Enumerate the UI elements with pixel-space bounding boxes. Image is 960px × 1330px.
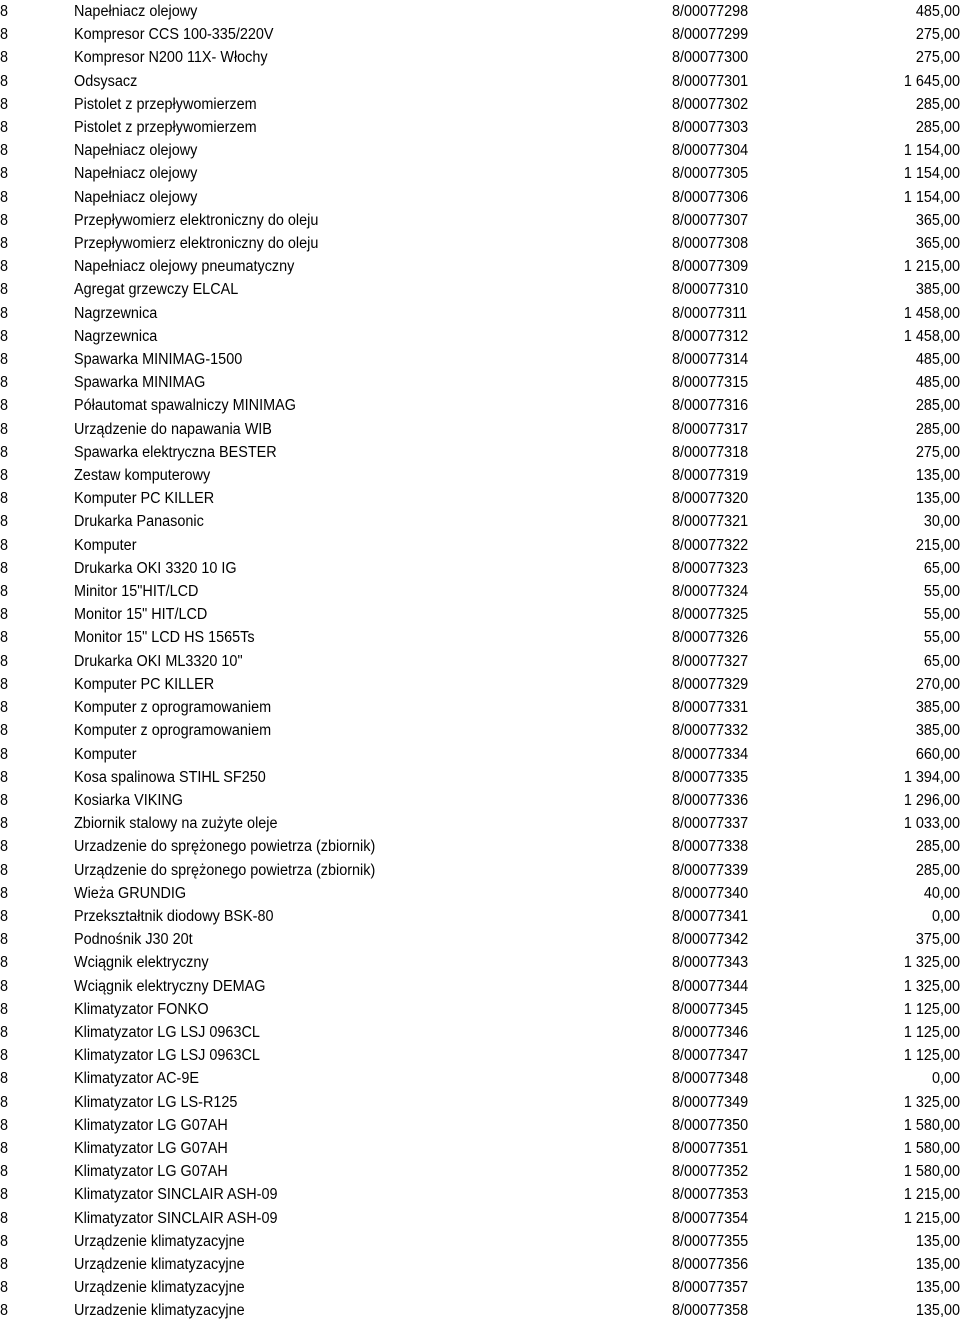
value-cell: 270,00: [915, 675, 960, 693]
group-number-cell: 8: [0, 1093, 9, 1111]
table-row: [0, 325, 960, 348]
table-row: [0, 882, 960, 905]
inventory-number-cell: 8/00077302: [672, 95, 749, 113]
inventory-number-cell: 8/00077304: [672, 142, 749, 160]
group-number-cell: 8: [0, 606, 9, 624]
group-number-cell: 8: [0, 72, 9, 90]
table-row: [0, 418, 960, 441]
table-row: [0, 1230, 960, 1253]
item-name-cell: Klimatyzator SINCLAIR ASH-09: [74, 1209, 278, 1227]
item-name-cell: Napełniacz olejowy: [74, 188, 198, 206]
group-number-cell: 8: [0, 49, 9, 67]
item-name-cell: Komputer: [74, 745, 137, 763]
inventory-number-cell: 8/00077307: [672, 211, 749, 229]
value-cell: 385,00: [915, 722, 960, 740]
table-row: [0, 1183, 960, 1206]
inventory-number-cell: 8/00077343: [672, 954, 749, 972]
item-name-cell: Minitor 15"HIT/LCD: [74, 583, 199, 601]
value-cell: 365,00: [915, 235, 960, 253]
table-row: [0, 859, 960, 882]
item-name-cell: Nagrzewnica: [74, 327, 158, 345]
value-cell: 275,00: [915, 443, 960, 461]
inventory-number-cell: 8/00077311: [672, 304, 748, 322]
group-number-cell: 8: [0, 745, 9, 763]
inventory-number-cell: 8/00077317: [672, 420, 749, 438]
value-cell: 55,00: [923, 606, 960, 624]
value-cell: 1 325,00: [903, 1093, 960, 1111]
table-row: [0, 766, 960, 789]
table-row: [0, 626, 960, 649]
table-row: [0, 719, 960, 742]
inventory-number-cell: 8/00077310: [672, 281, 749, 299]
inventory-number-cell: 8/00077314: [672, 351, 749, 369]
group-number-cell: 8: [0, 1163, 9, 1181]
table-row: [0, 696, 960, 719]
item-name-cell: Pistolet z przepływomierzem: [74, 95, 257, 113]
inventory-number-cell: 8/00077334: [672, 745, 749, 763]
group-number-cell: 8: [0, 1047, 9, 1065]
group-number-cell: 8: [0, 351, 9, 369]
value-cell: 1 458,00: [903, 304, 960, 322]
inventory-number-cell: 8/00077339: [672, 861, 749, 879]
value-cell: 135,00: [915, 1255, 960, 1273]
inventory-number-cell: 8/00077350: [672, 1116, 749, 1134]
group-number-cell: 8: [0, 791, 9, 809]
group-number-cell: 8: [0, 304, 9, 322]
value-cell: 285,00: [915, 861, 960, 879]
group-number-cell: 8: [0, 1186, 9, 1204]
item-name-cell: Zestaw komputerowy: [74, 467, 211, 485]
group-number-cell: 8: [0, 1255, 9, 1273]
value-cell: 1 394,00: [903, 768, 960, 786]
value-cell: 1 580,00: [903, 1116, 960, 1134]
item-name-cell: Zbiornik stalowy na zużyte oleje: [74, 815, 278, 833]
item-name-cell: Spawarka MINIMAG-1500: [74, 351, 243, 369]
inventory-number-cell: 8/00077324: [672, 583, 749, 601]
group-number-cell: 8: [0, 884, 9, 902]
value-cell: 1 325,00: [903, 977, 960, 995]
inventory-number-cell: 8/00077315: [672, 374, 749, 392]
table-row: [0, 928, 960, 951]
inventory-number-cell: 8/00077335: [672, 768, 749, 786]
table-row: [0, 1299, 960, 1322]
item-name-cell: Kompresor CCS 100-335/220V: [74, 26, 274, 44]
table-row: [0, 951, 960, 974]
item-name-cell: Urządzenie do sprężonego powietrza (zbiornik): [74, 861, 376, 879]
value-cell: 215,00: [915, 536, 960, 554]
value-cell: 135,00: [915, 1232, 960, 1250]
group-number-cell: 8: [0, 420, 9, 438]
table-row: [0, 70, 960, 93]
inventory-number-cell: 8/00077306: [672, 188, 749, 206]
inventory-number-cell: 8/00077354: [672, 1209, 749, 1227]
group-number-cell: 8: [0, 1302, 9, 1320]
table-row: [0, 534, 960, 557]
inventory-number-cell: 8/00077337: [672, 815, 749, 833]
table-row: [0, 441, 960, 464]
inventory-number-cell: 8/00077321: [672, 513, 749, 531]
value-cell: 40,00: [923, 884, 960, 902]
group-number-cell: 8: [0, 1139, 9, 1157]
value-cell: 1 125,00: [903, 1047, 960, 1065]
inventory-number-cell: 8/00077342: [672, 931, 749, 949]
inventory-number-cell: 8/00077327: [672, 652, 749, 670]
item-name-cell: Spawarka elektryczna BESTER: [74, 443, 277, 461]
value-cell: 135,00: [915, 1302, 960, 1320]
value-cell: 285,00: [915, 119, 960, 137]
value-cell: 1 458,00: [903, 327, 960, 345]
table-row: [0, 673, 960, 696]
table-row: [0, 464, 960, 487]
value-cell: 365,00: [915, 211, 960, 229]
item-name-cell: Drukarka OKI 3320 10 IG: [74, 559, 237, 577]
group-number-cell: 8: [0, 768, 9, 786]
item-name-cell: Urzadzenie do sprężonego powietrza (zbiornik): [74, 838, 376, 856]
value-cell: 275,00: [915, 49, 960, 67]
table-row: [0, 975, 960, 998]
item-name-cell: Napełniacz olejowy: [74, 3, 198, 20]
item-name-cell: Klimatyzator LG LSJ 0963CL: [74, 1047, 260, 1065]
table-row: [0, 812, 960, 835]
value-cell: 1 125,00: [903, 1023, 960, 1041]
item-name-cell: Komputer: [74, 536, 137, 554]
value-cell: 0,00: [931, 907, 960, 925]
item-name-cell: Komputer PC KILLER: [74, 490, 215, 508]
group-number-cell: 8: [0, 467, 9, 485]
group-number-cell: 8: [0, 699, 9, 717]
table-row: [0, 1021, 960, 1044]
table-row: [0, 116, 960, 139]
value-cell: 0,00: [931, 1070, 960, 1088]
value-cell: 275,00: [915, 26, 960, 44]
inventory-number-cell: 8/00077319: [672, 467, 749, 485]
value-cell: 485,00: [915, 351, 960, 369]
inventory-number-cell: 8/00077346: [672, 1023, 749, 1041]
value-cell: 485,00: [915, 3, 960, 20]
value-cell: 1 154,00: [903, 188, 960, 206]
group-number-cell: 8: [0, 1279, 9, 1297]
inventory-number-cell: 8/00077353: [672, 1186, 749, 1204]
value-cell: 1 580,00: [903, 1163, 960, 1181]
inventory-number-cell: 8/00077349: [672, 1093, 749, 1111]
table-row: [0, 394, 960, 417]
table-row: [0, 23, 960, 46]
inventory-number-cell: 8/00077303: [672, 119, 749, 137]
inventory-number-cell: 8/00077325: [672, 606, 749, 624]
table-row: [0, 278, 960, 301]
item-name-cell: Klimatyzator LG LS-R125: [74, 1093, 238, 1111]
inventory-number-cell: 8/00077298: [672, 3, 749, 20]
table-row: [0, 1276, 960, 1299]
group-number-cell: 8: [0, 861, 9, 879]
item-name-cell: Podnośnik J30 20t: [74, 931, 193, 949]
item-name-cell: Klimatyzator LG G07AH: [74, 1163, 228, 1181]
group-number-cell: 8: [0, 559, 9, 577]
value-cell: 1 154,00: [903, 142, 960, 160]
table-row: [0, 209, 960, 232]
item-name-cell: Klimatyzator LG G07AH: [74, 1139, 228, 1157]
group-number-cell: 8: [0, 95, 9, 113]
table-row: [0, 46, 960, 69]
item-name-cell: Napełniacz olejowy: [74, 165, 198, 183]
inventory-number-cell: 8/00077357: [672, 1279, 749, 1297]
group-number-cell: 8: [0, 629, 9, 647]
item-name-cell: Nagrzewnica: [74, 304, 158, 322]
value-cell: 1 296,00: [903, 791, 960, 809]
table-row: [0, 93, 960, 116]
table-row: [0, 789, 960, 812]
item-name-cell: Przepływomierz elektroniczny do oleju: [74, 235, 319, 253]
value-cell: 65,00: [923, 652, 960, 670]
table-row: [0, 557, 960, 580]
group-number-cell: 8: [0, 258, 9, 276]
item-name-cell: Komputer z oprogramowaniem: [74, 699, 272, 717]
inventory-number-cell: 8/00077332: [672, 722, 749, 740]
group-number-cell: 8: [0, 1000, 9, 1018]
group-number-cell: 8: [0, 931, 9, 949]
item-name-cell: Spawarka MINIMAG: [74, 374, 206, 392]
group-number-cell: 8: [0, 211, 9, 229]
inventory-number-cell: 8/00077358: [672, 1302, 749, 1320]
item-name-cell: Klimatyzator AC-9E: [74, 1070, 199, 1088]
table-row: [0, 603, 960, 626]
item-name-cell: Urządzenie klimatyzacyjne: [74, 1279, 245, 1297]
table-row: [0, 580, 960, 603]
table-row: [0, 1114, 960, 1137]
table-row: [0, 139, 960, 162]
table-row: [0, 905, 960, 928]
item-name-cell: Komputer z oprogramowaniem: [74, 722, 272, 740]
group-number-cell: 8: [0, 188, 9, 206]
value-cell: 1 645,00: [903, 72, 960, 90]
value-cell: 285,00: [915, 420, 960, 438]
inventory-number-cell: 8/00077344: [672, 977, 749, 995]
item-name-cell: Monitor 15" HIT/LCD: [74, 606, 208, 624]
group-number-cell: 8: [0, 281, 9, 299]
inventory-number-cell: 8/00077351: [672, 1139, 749, 1157]
value-cell: 385,00: [915, 281, 960, 299]
group-number-cell: 8: [0, 327, 9, 345]
value-cell: 65,00: [923, 559, 960, 577]
value-cell: 1 215,00: [903, 1209, 960, 1227]
item-name-cell: Kompresor N200 11X- Włochy: [74, 49, 268, 67]
group-number-cell: 8: [0, 1232, 9, 1250]
group-number-cell: 8: [0, 513, 9, 531]
table-row: [0, 487, 960, 510]
inventory-number-cell: 8/00077341: [672, 907, 749, 925]
inventory-number-cell: 8/00077326: [672, 629, 749, 647]
item-name-cell: Klimatyzator FONKO: [74, 1000, 209, 1018]
inventory-number-cell: 8/00077352: [672, 1163, 749, 1181]
item-name-cell: Klimatyzator LG G07AH: [74, 1116, 228, 1134]
item-name-cell: Drukarka Panasonic: [74, 513, 204, 531]
value-cell: 135,00: [915, 467, 960, 485]
inventory-number-cell: 8/00077318: [672, 443, 749, 461]
value-cell: 1 033,00: [903, 815, 960, 833]
item-name-cell: Urzadzenie klimatyzacyjne: [74, 1302, 245, 1320]
group-number-cell: 8: [0, 397, 9, 415]
group-number-cell: 8: [0, 165, 9, 183]
table-row: [0, 1207, 960, 1230]
inventory-number-cell: 8/00077322: [672, 536, 749, 554]
table-row: [0, 510, 960, 533]
value-cell: 660,00: [915, 745, 960, 763]
group-number-cell: 8: [0, 722, 9, 740]
inventory-number-cell: 8/00077355: [672, 1232, 749, 1250]
item-name-cell: Przepływomierz elektroniczny do oleju: [74, 211, 319, 229]
value-cell: 135,00: [915, 1279, 960, 1297]
item-name-cell: Wieża GRUNDIG: [74, 884, 187, 902]
item-name-cell: Kosiarka VIKING: [74, 791, 183, 809]
table-row: [0, 162, 960, 185]
table-row: [0, 232, 960, 255]
table-row: [0, 1044, 960, 1067]
group-number-cell: 8: [0, 490, 9, 508]
group-number-cell: 8: [0, 838, 9, 856]
inventory-number-cell: 8/00077329: [672, 675, 749, 693]
table-row: [0, 1253, 960, 1276]
group-number-cell: 8: [0, 443, 9, 461]
group-number-cell: 8: [0, 907, 9, 925]
inventory-number-cell: 8/00077301: [672, 72, 749, 90]
item-name-cell: Napełniacz olejowy: [74, 142, 198, 160]
item-name-cell: Klimatyzator LG LSJ 0963CL: [74, 1023, 260, 1041]
inventory-number-cell: 8/00077340: [672, 884, 749, 902]
group-number-cell: 8: [0, 119, 9, 137]
item-name-cell: Urządzenie do napawania WIB: [74, 420, 272, 438]
group-number-cell: 8: [0, 3, 9, 20]
table-row: [0, 1137, 960, 1160]
item-name-cell: Pistolet z przepływomierzem: [74, 119, 257, 137]
inventory-number-cell: 8/00077345: [672, 1000, 749, 1018]
value-cell: 1 325,00: [903, 954, 960, 972]
item-name-cell: Napełniacz olejowy pneumatyczny: [74, 258, 295, 276]
group-number-cell: 8: [0, 1070, 9, 1088]
item-name-cell: Klimatyzator SINCLAIR ASH-09: [74, 1186, 278, 1204]
table-row: [0, 348, 960, 371]
item-name-cell: Półautomat spawalniczy MINIMAG: [74, 397, 296, 415]
group-number-cell: 8: [0, 1209, 9, 1227]
item-name-cell: Agregat grzewczy ELCAL: [74, 281, 239, 299]
inventory-number-cell: 8/00077312: [672, 327, 749, 345]
group-number-cell: 8: [0, 652, 9, 670]
item-name-cell: Monitor 15" LCD HS 1565Ts: [74, 629, 255, 647]
inventory-number-cell: 8/00077356: [672, 1255, 749, 1273]
inventory-number-cell: 8/00077336: [672, 791, 749, 809]
group-number-cell: 8: [0, 26, 9, 44]
value-cell: 285,00: [915, 838, 960, 856]
table-row: [0, 186, 960, 209]
group-number-cell: 8: [0, 815, 9, 833]
table-row: [0, 302, 960, 325]
inventory-number-cell: 8/00077347: [672, 1047, 749, 1065]
group-number-cell: 8: [0, 536, 9, 554]
item-name-cell: Komputer PC KILLER: [74, 675, 215, 693]
group-number-cell: 8: [0, 1116, 9, 1134]
item-name-cell: Kosa spalinowa STIHL SF250: [74, 768, 266, 786]
inventory-number-cell: 8/00077316: [672, 397, 749, 415]
inventory-number-cell: 8/00077338: [672, 838, 749, 856]
value-cell: 1 125,00: [903, 1000, 960, 1018]
group-number-cell: 8: [0, 675, 9, 693]
table-row: [0, 650, 960, 673]
group-number-cell: 8: [0, 235, 9, 253]
table-row: [0, 1091, 960, 1114]
table-row: [0, 835, 960, 858]
value-cell: 1 154,00: [903, 165, 960, 183]
inventory-number-cell: 8/00077299: [672, 26, 749, 44]
value-cell: 1 580,00: [903, 1139, 960, 1157]
value-cell: 55,00: [923, 583, 960, 601]
value-cell: 285,00: [915, 397, 960, 415]
table-row: [0, 998, 960, 1021]
item-name-cell: Urządzenie klimatyzacyjne: [74, 1232, 245, 1250]
item-name-cell: Urządzenie klimatyzacyjne: [74, 1255, 245, 1273]
inventory-number-cell: 8/00077331: [672, 699, 749, 717]
inventory-number-cell: 8/00077348: [672, 1070, 749, 1088]
inventory-number-cell: 8/00077308: [672, 235, 749, 253]
group-number-cell: 8: [0, 374, 9, 392]
inventory-number-cell: 8/00077323: [672, 559, 749, 577]
group-number-cell: 8: [0, 142, 9, 160]
item-name-cell: Drukarka OKI ML3320 10": [74, 652, 243, 670]
inventory-number-cell: 8/00077309: [672, 258, 749, 276]
value-cell: 135,00: [915, 490, 960, 508]
table-row: [0, 0, 960, 23]
table-row: [0, 371, 960, 394]
value-cell: 1 215,00: [903, 258, 960, 276]
inventory-number-cell: 8/00077320: [672, 490, 749, 508]
table-row: [0, 743, 960, 766]
group-number-cell: 8: [0, 583, 9, 601]
table-row: [0, 1160, 960, 1183]
inventory-number-cell: 8/00077305: [672, 165, 749, 183]
item-name-cell: Przekształtnik diodowy BSK-80: [74, 907, 274, 925]
value-cell: 285,00: [915, 95, 960, 113]
inventory-number-cell: 8/00077300: [672, 49, 749, 67]
item-name-cell: Wciągnik elektryczny DEMAG: [74, 977, 266, 995]
value-cell: 375,00: [915, 931, 960, 949]
value-cell: 1 215,00: [903, 1186, 960, 1204]
item-name-cell: Odsysacz: [74, 72, 138, 90]
group-number-cell: 8: [0, 954, 9, 972]
group-number-cell: 8: [0, 977, 9, 995]
value-cell: 30,00: [923, 513, 960, 531]
value-cell: 55,00: [923, 629, 960, 647]
value-cell: 485,00: [915, 374, 960, 392]
group-number-cell: 8: [0, 1023, 9, 1041]
table-row: [0, 1067, 960, 1090]
value-cell: 385,00: [915, 699, 960, 717]
item-name-cell: Wciągnik elektryczny: [74, 954, 209, 972]
table-row: [0, 255, 960, 278]
